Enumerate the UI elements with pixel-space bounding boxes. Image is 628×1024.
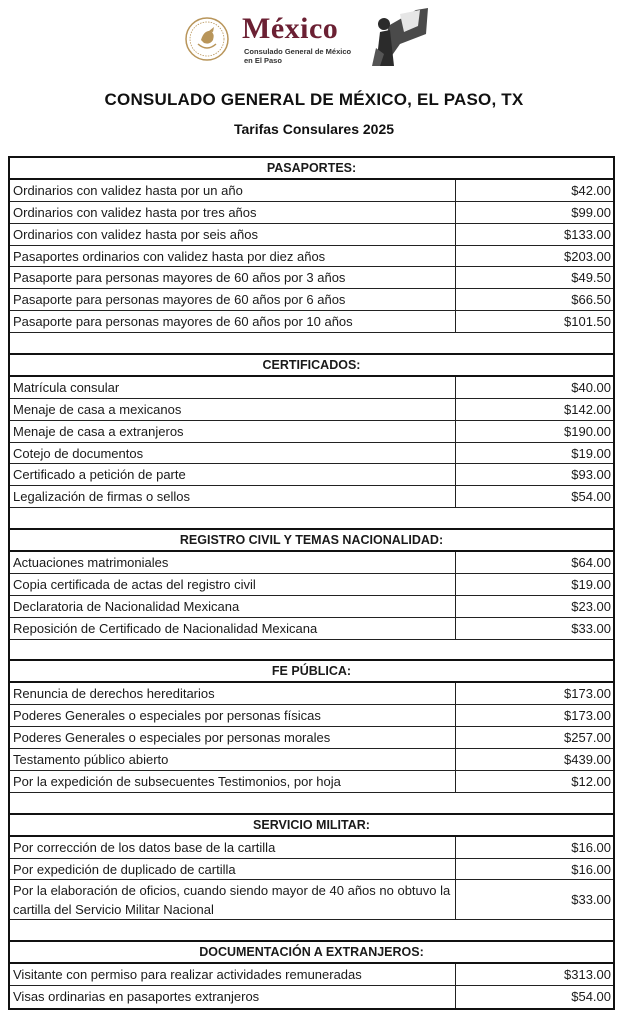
fee-price: $173.00 xyxy=(564,708,611,724)
fee-description: Renuncia de derechos hereditarios xyxy=(10,683,456,704)
fee-row xyxy=(10,180,613,202)
fee-row xyxy=(10,727,613,749)
fee-description: Poderes Generales o especiales por personas morales xyxy=(10,727,456,748)
fee-description: Legalización de firmas o sellos xyxy=(10,486,456,507)
fee-price: $101.50 xyxy=(564,314,611,330)
fee-row xyxy=(10,749,613,771)
fee-row xyxy=(10,267,613,289)
fee-row xyxy=(10,246,613,268)
fee-description: Menaje de casa a extranjeros xyxy=(10,421,456,442)
fee-description: Actuaciones matrimoniales xyxy=(10,552,456,573)
fee-row xyxy=(10,880,613,920)
fee-description: Ordinarios con validez hasta por seis años xyxy=(10,224,456,245)
fee-price: $190.00 xyxy=(564,423,611,439)
fee-price: $42.00 xyxy=(571,182,611,198)
fee-row xyxy=(10,289,613,311)
fee-description: Pasaporte para personas mayores de 60 años por 10 años xyxy=(10,311,456,332)
fee-row xyxy=(10,859,613,881)
fee-row xyxy=(10,618,613,640)
fee-description: Por expedición de duplicado de cartilla xyxy=(10,859,456,880)
fee-description: Ordinarios con validez hasta por tres años xyxy=(10,202,456,223)
fee-price: $54.00 xyxy=(571,989,611,1005)
fee-price: $99.00 xyxy=(571,204,611,220)
fee-price: $54.00 xyxy=(571,489,611,505)
fee-price: $257.00 xyxy=(564,730,611,746)
fee-table xyxy=(8,156,615,1010)
fee-row xyxy=(10,399,613,421)
consulate-logo xyxy=(184,4,436,68)
fee-row xyxy=(10,574,613,596)
fee-price: $313.00 xyxy=(564,967,611,983)
section-spacer xyxy=(10,640,613,662)
fee-description: Declaratoria de Nacionalidad Mexicana xyxy=(10,596,456,617)
fee-description: Poderes Generales o especiales por personas físicas xyxy=(10,705,456,726)
fee-description: Certificado a petición de parte xyxy=(10,464,456,485)
fee-row xyxy=(10,464,613,486)
fee-row xyxy=(10,202,613,224)
fee-description: Visas ordinarias en pasaportes extranjeros xyxy=(10,986,456,1008)
fee-price: $64.00 xyxy=(571,555,611,571)
fee-row xyxy=(10,683,613,705)
fee-row xyxy=(10,486,613,508)
fee-description: Por la elaboración de oficios, cuando siendo mayor de 40 años no obtuvo la cartilla del Servicio Militar Nacional xyxy=(10,880,456,919)
section-spacer xyxy=(10,920,613,942)
fee-price: $133.00 xyxy=(564,226,611,242)
fee-price: $40.00 xyxy=(571,379,611,395)
fee-description: Testamento público abierto xyxy=(10,749,456,770)
section-heading: REGISTRO CIVIL Y TEMAS NACIONALIDAD: xyxy=(10,530,613,552)
fee-description: Menaje de casa a mexicanos xyxy=(10,399,456,420)
country-wordmark: México xyxy=(242,12,339,45)
fee-description: Por la expedición de subsecuentes Testimonios, por hoja xyxy=(10,771,456,792)
fee-row xyxy=(10,837,613,859)
fee-description: Ordinarios con validez hasta por un año xyxy=(10,180,456,201)
fee-description: Visitante con permiso para realizar actividades remuneradas xyxy=(10,964,456,985)
section-spacer xyxy=(10,793,613,815)
fee-price: $23.00 xyxy=(571,598,611,614)
section-heading: CERTIFICADOS: xyxy=(10,355,613,377)
fee-description: Copia certificada de actas del registro civil xyxy=(10,574,456,595)
fee-description: Pasaporte para personas mayores de 60 años por 3 años xyxy=(10,267,456,288)
fee-row xyxy=(10,443,613,465)
fee-row xyxy=(10,986,613,1008)
page-subtitle: Tarifas Consulares 2025 xyxy=(233,121,395,137)
fee-price: $19.00 xyxy=(571,576,611,592)
fee-price: $33.00 xyxy=(571,620,611,636)
fee-price: $173.00 xyxy=(564,686,611,702)
fee-row xyxy=(10,596,613,618)
fee-price: $33.00 xyxy=(571,892,611,908)
section-heading: SERVICIO MILITAR: xyxy=(10,815,613,837)
fee-price: $49.50 xyxy=(571,270,611,286)
section-heading: PASAPORTES: xyxy=(10,158,613,180)
fee-price: $203.00 xyxy=(564,248,611,264)
fee-description: Reposición de Certificado de Nacionalidad Mexicana xyxy=(10,618,456,639)
section-spacer xyxy=(10,333,613,355)
fee-row xyxy=(10,377,613,399)
fee-row xyxy=(10,705,613,727)
consulate-name: Consulado General de México en El Paso xyxy=(244,47,352,65)
fee-price: $66.50 xyxy=(571,292,611,308)
section-spacer xyxy=(10,508,613,530)
fee-price: $93.00 xyxy=(571,467,611,483)
flag-bearer-icon xyxy=(370,4,436,68)
fee-row xyxy=(10,311,613,333)
fee-description: Cotejo de documentos xyxy=(10,443,456,464)
fee-description: Pasaporte para personas mayores de 60 años por 6 años xyxy=(10,289,456,310)
section-heading: DOCUMENTACIÓN A EXTRANJEROS: xyxy=(10,942,613,964)
fee-description: Por corrección de los datos base de la cartilla xyxy=(10,837,456,858)
fee-price: $439.00 xyxy=(564,752,611,768)
fee-price: $16.00 xyxy=(571,839,611,855)
fee-description: Matrícula consular xyxy=(10,377,456,398)
fee-price: $19.00 xyxy=(571,445,611,461)
fee-row xyxy=(10,421,613,443)
page-title: CONSULADO GENERAL DE MÉXICO, EL PASO, TX xyxy=(104,90,524,109)
fee-row xyxy=(10,224,613,246)
fee-description: Pasaportes ordinarios con validez hasta por diez años xyxy=(10,246,456,267)
fee-row xyxy=(10,964,613,986)
section-heading: FE PÚBLICA: xyxy=(10,661,613,683)
fee-row xyxy=(10,552,613,574)
fee-price: $12.00 xyxy=(571,773,611,789)
mexico-coat-of-arms-icon xyxy=(184,16,230,62)
fee-price: $142.00 xyxy=(564,401,611,417)
fee-row xyxy=(10,771,613,793)
fee-price: $16.00 xyxy=(571,861,611,877)
